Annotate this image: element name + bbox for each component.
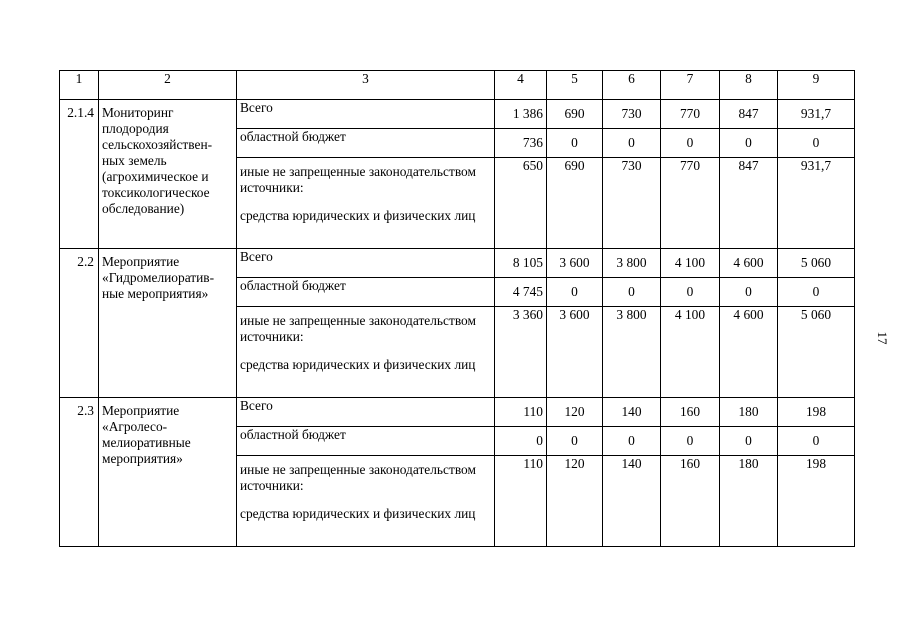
measure-name: Мероприятие «Агролесо-мелиоративные мероприятия» bbox=[99, 398, 237, 547]
value-cell: 0 bbox=[547, 278, 603, 307]
value-cell: 5 060 bbox=[778, 307, 855, 398]
header-cell: 3 bbox=[237, 71, 495, 100]
header-row bbox=[60, 71, 855, 100]
source-label-total: Всего bbox=[237, 249, 495, 278]
value-cell: 770 bbox=[661, 158, 720, 249]
value-cell: 0 bbox=[661, 427, 720, 456]
value-cell: 770 bbox=[661, 100, 720, 129]
value-cell: 4 100 bbox=[661, 307, 720, 398]
value-cell: 0 bbox=[603, 129, 661, 158]
header-cell: 4 bbox=[495, 71, 547, 100]
header-cell: 6 bbox=[603, 71, 661, 100]
source-label-other bbox=[237, 307, 495, 398]
other-sources-label: иные не запрещенные законодательством источники: bbox=[240, 164, 476, 195]
value-cell: 3 800 bbox=[603, 307, 661, 398]
value-cell: 3 800 bbox=[603, 249, 661, 278]
value-cell: 0 bbox=[720, 427, 778, 456]
value-cell: 730 bbox=[603, 100, 661, 129]
header-cell: 1 bbox=[60, 71, 99, 100]
header-cell: 2 bbox=[99, 71, 237, 100]
value-cell: 160 bbox=[661, 456, 720, 547]
table-row-total bbox=[60, 249, 855, 278]
value-cell: 736 bbox=[495, 129, 547, 158]
table-row-total bbox=[60, 398, 855, 427]
value-cell: 3 360 bbox=[495, 307, 547, 398]
value-cell: 0 bbox=[495, 427, 547, 456]
value-cell: 198 bbox=[778, 456, 855, 547]
value-cell: 931,7 bbox=[778, 158, 855, 249]
measure-name: Мероприятие «Гидромелиоратив-ные мероприятия» bbox=[99, 249, 237, 398]
value-cell: 110 bbox=[495, 456, 547, 547]
table-row-total bbox=[60, 100, 855, 129]
value-cell: 120 bbox=[547, 398, 603, 427]
value-cell: 0 bbox=[778, 278, 855, 307]
value-cell: 198 bbox=[778, 398, 855, 427]
value-cell: 847 bbox=[720, 158, 778, 249]
value-cell: 0 bbox=[720, 129, 778, 158]
value-cell: 4 745 bbox=[495, 278, 547, 307]
value-cell: 180 bbox=[720, 456, 778, 547]
value-cell: 3 600 bbox=[547, 307, 603, 398]
source-label-regional: областной бюджет bbox=[237, 278, 495, 307]
measure-code: 2.3 bbox=[60, 398, 99, 547]
measure-name: Мониторинг плодородия сельскохозяйствен-ных земель (агрохимическое и токсикологическое обследование) bbox=[99, 100, 237, 249]
value-cell: 110 bbox=[495, 398, 547, 427]
legal-sources-label: средства юридических и физических лиц bbox=[240, 506, 476, 521]
source-label-regional: областной бюджет bbox=[237, 129, 495, 158]
value-cell: 730 bbox=[603, 158, 661, 249]
value-cell: 0 bbox=[661, 129, 720, 158]
other-sources-label: иные не запрещенные законодательством источники: bbox=[240, 462, 476, 493]
value-cell: 4 100 bbox=[661, 249, 720, 278]
value-cell: 690 bbox=[547, 100, 603, 129]
value-cell: 847 bbox=[720, 100, 778, 129]
source-label-total: Всего bbox=[237, 398, 495, 427]
value-cell: 8 105 bbox=[495, 249, 547, 278]
header-cell: 5 bbox=[547, 71, 603, 100]
value-cell: 160 bbox=[661, 398, 720, 427]
measure-code: 2.1.4 bbox=[60, 100, 99, 249]
header-cell: 9 bbox=[778, 71, 855, 100]
value-cell: 120 bbox=[547, 456, 603, 547]
other-sources-label: иные не запрещенные законодательством источники: bbox=[240, 313, 476, 344]
value-cell: 0 bbox=[603, 427, 661, 456]
value-cell: 931,7 bbox=[778, 100, 855, 129]
value-cell: 0 bbox=[720, 278, 778, 307]
value-cell: 650 bbox=[495, 158, 547, 249]
value-cell: 0 bbox=[778, 129, 855, 158]
value-cell: 5 060 bbox=[778, 249, 855, 278]
source-label-other bbox=[237, 158, 495, 249]
budget-table bbox=[59, 70, 855, 547]
value-cell: 140 bbox=[603, 456, 661, 547]
value-cell: 3 600 bbox=[547, 249, 603, 278]
value-cell: 1 386 bbox=[495, 100, 547, 129]
source-label-total: Всего bbox=[237, 100, 495, 129]
value-cell: 0 bbox=[603, 278, 661, 307]
value-cell: 0 bbox=[661, 278, 720, 307]
header-cell: 7 bbox=[661, 71, 720, 100]
legal-sources-label: средства юридических и физических лиц bbox=[240, 357, 476, 372]
value-cell: 0 bbox=[547, 427, 603, 456]
value-cell: 0 bbox=[778, 427, 855, 456]
page-number: 17 bbox=[875, 331, 890, 345]
value-cell: 4 600 bbox=[720, 307, 778, 398]
value-cell: 0 bbox=[547, 129, 603, 158]
header-cell: 8 bbox=[720, 71, 778, 100]
value-cell: 180 bbox=[720, 398, 778, 427]
value-cell: 4 600 bbox=[720, 249, 778, 278]
value-cell: 140 bbox=[603, 398, 661, 427]
value-cell: 690 bbox=[547, 158, 603, 249]
legal-sources-label: средства юридических и физических лиц bbox=[240, 208, 476, 223]
source-label-other bbox=[237, 456, 495, 547]
source-label-regional: областной бюджет bbox=[237, 427, 495, 456]
measure-code: 2.2 bbox=[60, 249, 99, 398]
